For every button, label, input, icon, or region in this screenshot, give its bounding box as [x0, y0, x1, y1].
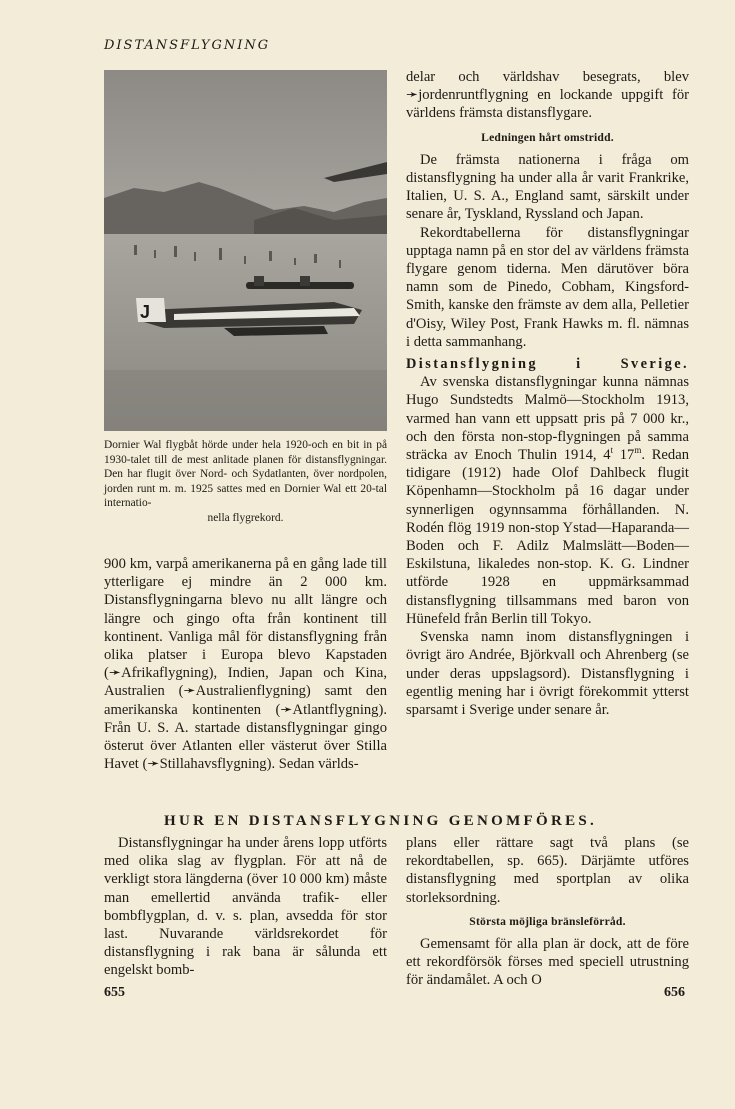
page-number-right: 656: [664, 985, 685, 1000]
paragraph: delar och världshav besegrats, blev ➛jordenruntflygning en lockande uppgift för världens främsta distansflygare.: [406, 69, 689, 122]
caption-text: Dornier Wal flygbåt hörde under hela 1920-och en bit in på 1930-talet till de mest anlitade planen för distansflygningar. Den har flugit över Nord- och Sydatlanten, över nordpolen, jorden runt m. m. 1925 sattes med en Dornier Wal ett 20-tal internatio-: [104, 439, 387, 510]
paragraph: Rekordtabellerna för distansflygningar upptaga namn på en stor del av världens främsta flygare genom tiderna. Men därutöver böra namn som de Pinedo, Cobham, Kingsford-Smith, kanske den främste av dem alla, Pelletier d'Oisy, Wiley Post, Frank Hawks m. fl. nämnas i detta sammanhang.: [406, 224, 689, 350]
subheading-word: Sverige.: [620, 356, 689, 373]
subheading-word: i: [576, 356, 583, 373]
caption-last-line: nella flygrekord.: [207, 511, 284, 524]
photo-caption: [104, 438, 387, 526]
running-head: DISTANSFLYGNING: [104, 38, 271, 53]
section-subheading: [406, 355, 689, 373]
paragraph: [406, 373, 689, 628]
text-run: Av svenska distansflygningar kunna nämnas Hugo Sundstedts Malmö—Stockholm 1913, varmed han vann ett uppsatt pris på 7 000 kr., och den första non-stop-flygningen på samma sträcka av Enoch Thulin 1914, 4: [406, 374, 689, 464]
page-number-left: 655: [104, 985, 125, 1000]
subheading: Ledningen hårt omstridd.: [481, 130, 614, 144]
section-heading: HUR EN DISTANSFLYGNING GENOMFÖRES.: [164, 813, 598, 829]
paragraph: plans eller rättare sagt två plans (se rekordtabellen, sp. 665). Därjämte utföres distansflygning med sportplan av olika storleksordning.: [406, 835, 689, 906]
paragraph: 900 km, varpå amerikanerna på en gång lade till ytterligare ej mindre än 2 000 km. Distansflygningarna blevo nu allt längre och längre och gingo ofta från kontinent till kontinent. Vanliga mål för distansflygning från olika platser i Europa blevo Kapstaden (➛Afrikaflygning), Indien, Japan och Kina, Australien (➛Australienflygning) samt den amerikanska kontinenten (➛Atlantflygning). Från U. S. A. startade distansflygningar gingo österut över Atlanten eller västerut över Stilla Havet (➛Stillahavsflygning). Sedan världs-: [104, 556, 387, 773]
paragraph: Distansflygningar ha under årens lopp utförts med olika slag av flygplan. För att nå de verkligt stora längderna (över 10 000 km) måste man emellertid använda trafik- eller bombflygplan, d. v. s. plan, avsedda för stor last. Nuvarande världsrekordet för distansflygning i rak bana är sålunda ett engelskt bomb-: [104, 835, 387, 979]
paragraph: Svenska namn inom distansflygningen i övrigt äro Andrée, Björkvall och Ahrenberg (se under deras uppslagsord). Distansflygning i egentlig mening har i övrigt förekommit ytterst sparsamt i Sverige under senare år.: [406, 629, 689, 718]
paragraph: Gemensamt för alla plan är dock, att de före ett rekordförsök förses med speciell utrustning för ändamålet. A och O: [406, 936, 689, 989]
text-run: 17: [613, 447, 635, 464]
seaplane-photo: [104, 70, 387, 431]
superscript: m: [634, 445, 642, 456]
seaplane-photo-icon: [104, 70, 387, 431]
right-column-bottom: [406, 834, 689, 990]
text-run: . Redan tidigare (1912) hade Olof Dahlbeck flugit Köpenhamn—Stockholm på 16 dagar under synnerligen ogynnsamma förhållanden. N. Rodén flög 1919 non-stop Ystad—Haparanda—Boden och F. Adilz Malmslätt—Boden—Eskilstuna, likaledes non-stop. K. G. Lindner utförde 1928 en uppmärksammad distansflygning tillsammans med baron von Hünefeld från Berlin till Tokyo.: [406, 447, 689, 627]
paragraph: De främsta nationerna i fråga om distansflygning ha under alla år varit Frankrike, Italien, U. S. A., England samt, särskilt under senare år, Tyskland, Ryssland och Japan.: [406, 151, 689, 223]
superscript: t: [610, 445, 614, 456]
right-column-top: [406, 68, 689, 719]
subheading: Största möjliga bränsleförråd.: [469, 914, 626, 928]
left-column-bottom: [104, 834, 387, 980]
left-column-top: [104, 555, 387, 773]
subheading-word: Distansflygning: [406, 356, 538, 373]
svg-text:J: J: [140, 302, 151, 322]
